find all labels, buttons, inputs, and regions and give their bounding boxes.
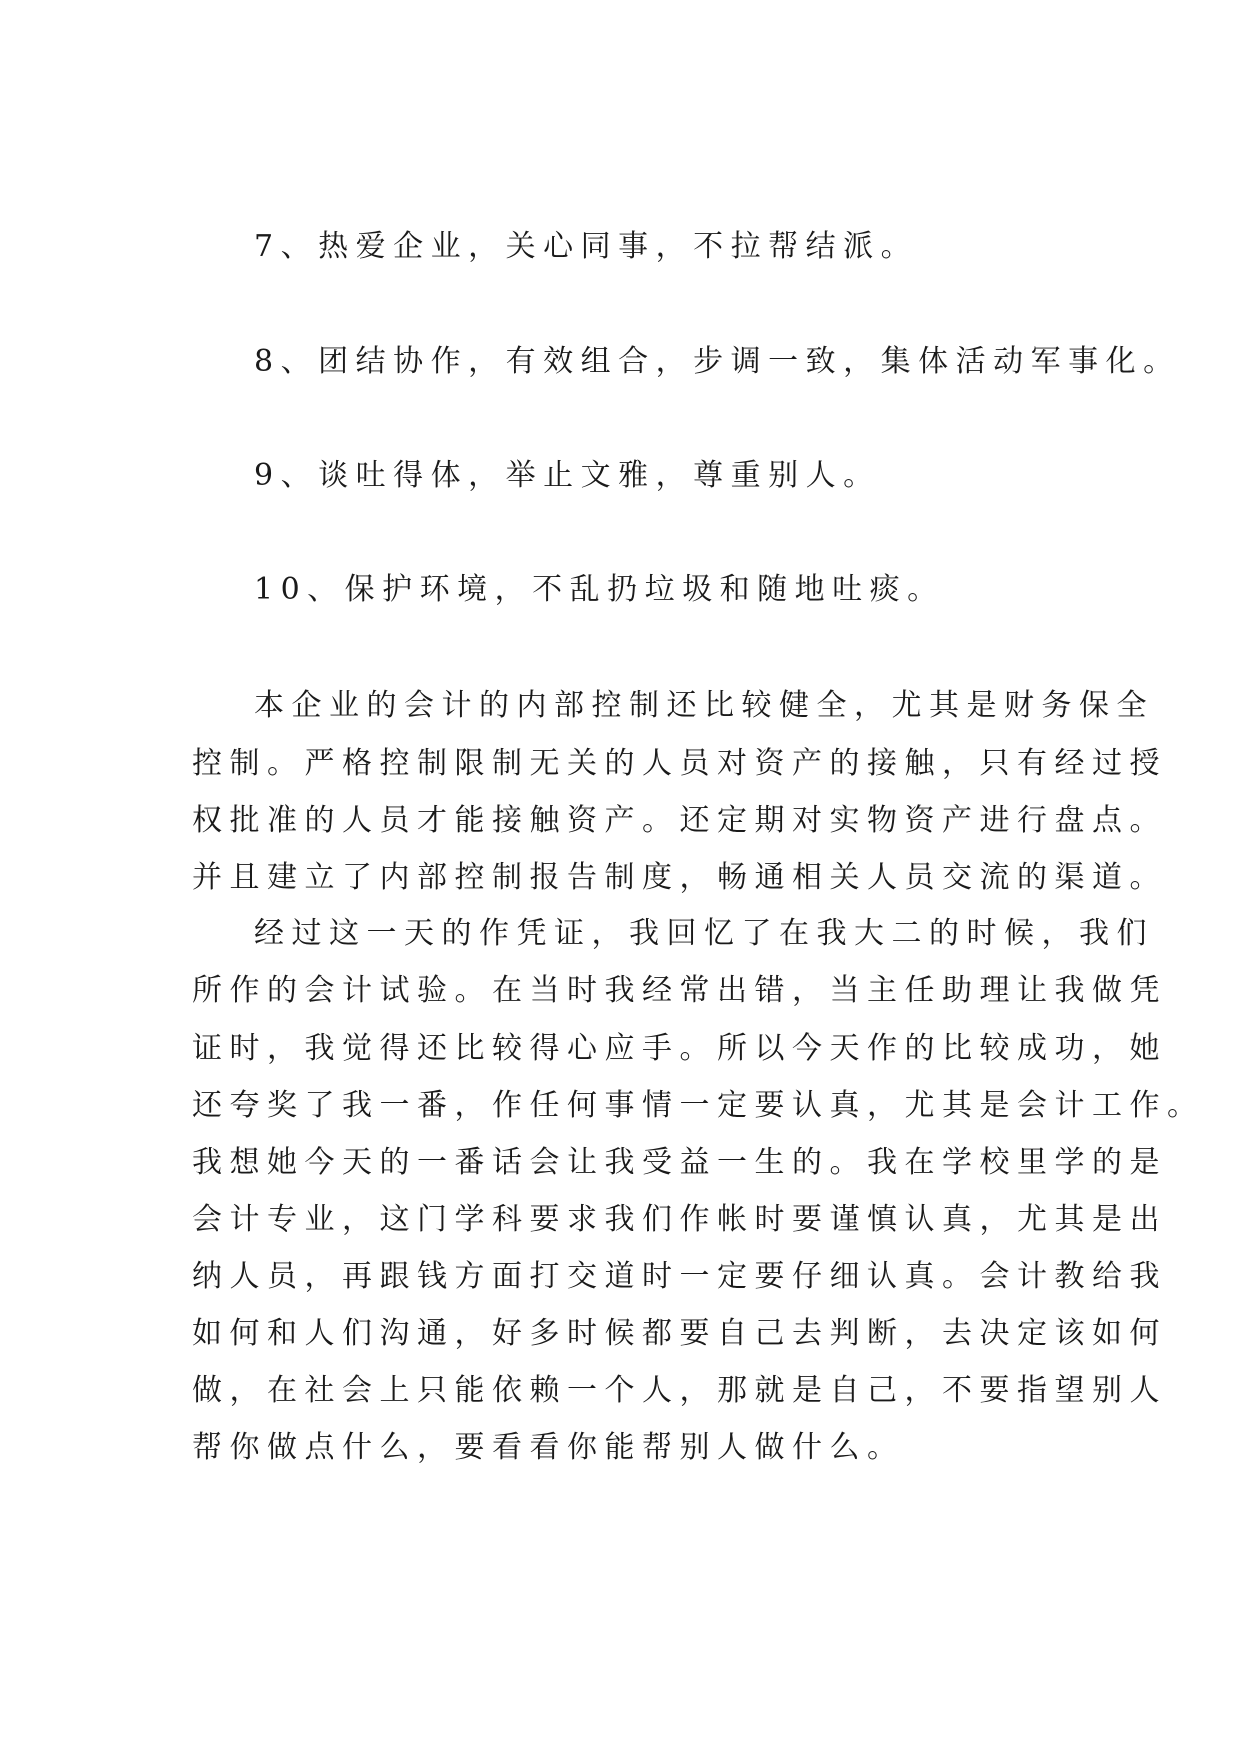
paragraph-2-line: 会计专业，这门学科要求我们作帐时要谨慎认真，尤其是出 <box>192 1202 1167 1237</box>
list-item-8: 8、团结协作，有效组合，步调一致，集体活动军事化。 <box>254 344 1181 379</box>
paragraph-2-line: 所作的会计试验。在当时我经常出错，当主任助理让我做凭 <box>192 973 1167 1008</box>
paragraph-2-line: 我想她今天的一番话会让我受益一生的。我在学校里学的是 <box>192 1145 1167 1180</box>
paragraph-2-line: 帮你做点什么，要看看你能帮别人做什么。 <box>192 1430 905 1465</box>
paragraph-2-line: 纳人员，再跟钱方面打交道时一定要仔细认真。会计教给我 <box>192 1259 1167 1294</box>
paragraph-2-line: 还夸奖了我一番，作任何事情一定要认真，尤其是会计工作。 <box>192 1088 1205 1123</box>
paragraph-2-line: 如何和人们沟通，好多时候都要自己去判断，去决定该如何 <box>192 1316 1167 1351</box>
paragraph-1-line: 并且建立了内部控制报告制度，畅通相关人员交流的渠道。 <box>192 860 1167 895</box>
list-item-10: 10、保护环境，不乱扔垃圾和随地吐痰。 <box>254 572 945 607</box>
list-item-9: 9、谈吐得体，举止文雅，尊重别人。 <box>254 458 881 493</box>
paragraph-2-line: 经过这一天的作凭证，我回忆了在我大二的时候，我们 <box>254 916 1154 951</box>
paragraph-2-line: 做，在社会上只能依赖一个人，那就是自己，不要指望别人 <box>192 1373 1167 1408</box>
paragraph-1-line: 控制。严格控制限制无关的人员对资产的接触，只有经过授 <box>192 746 1167 781</box>
paragraph-2-line: 证时，我觉得还比较得心应手。所以今天作的比较成功，她 <box>192 1031 1167 1066</box>
paragraph-1-line: 权批准的人员才能接触资产。还定期对实物资产进行盘点。 <box>192 803 1167 838</box>
paragraph-1-line: 本企业的会计的内部控制还比较健全，尤其是财务保全 <box>254 688 1154 723</box>
list-item-7: 7、热爱企业，关心同事，不拉帮结派。 <box>254 229 919 264</box>
